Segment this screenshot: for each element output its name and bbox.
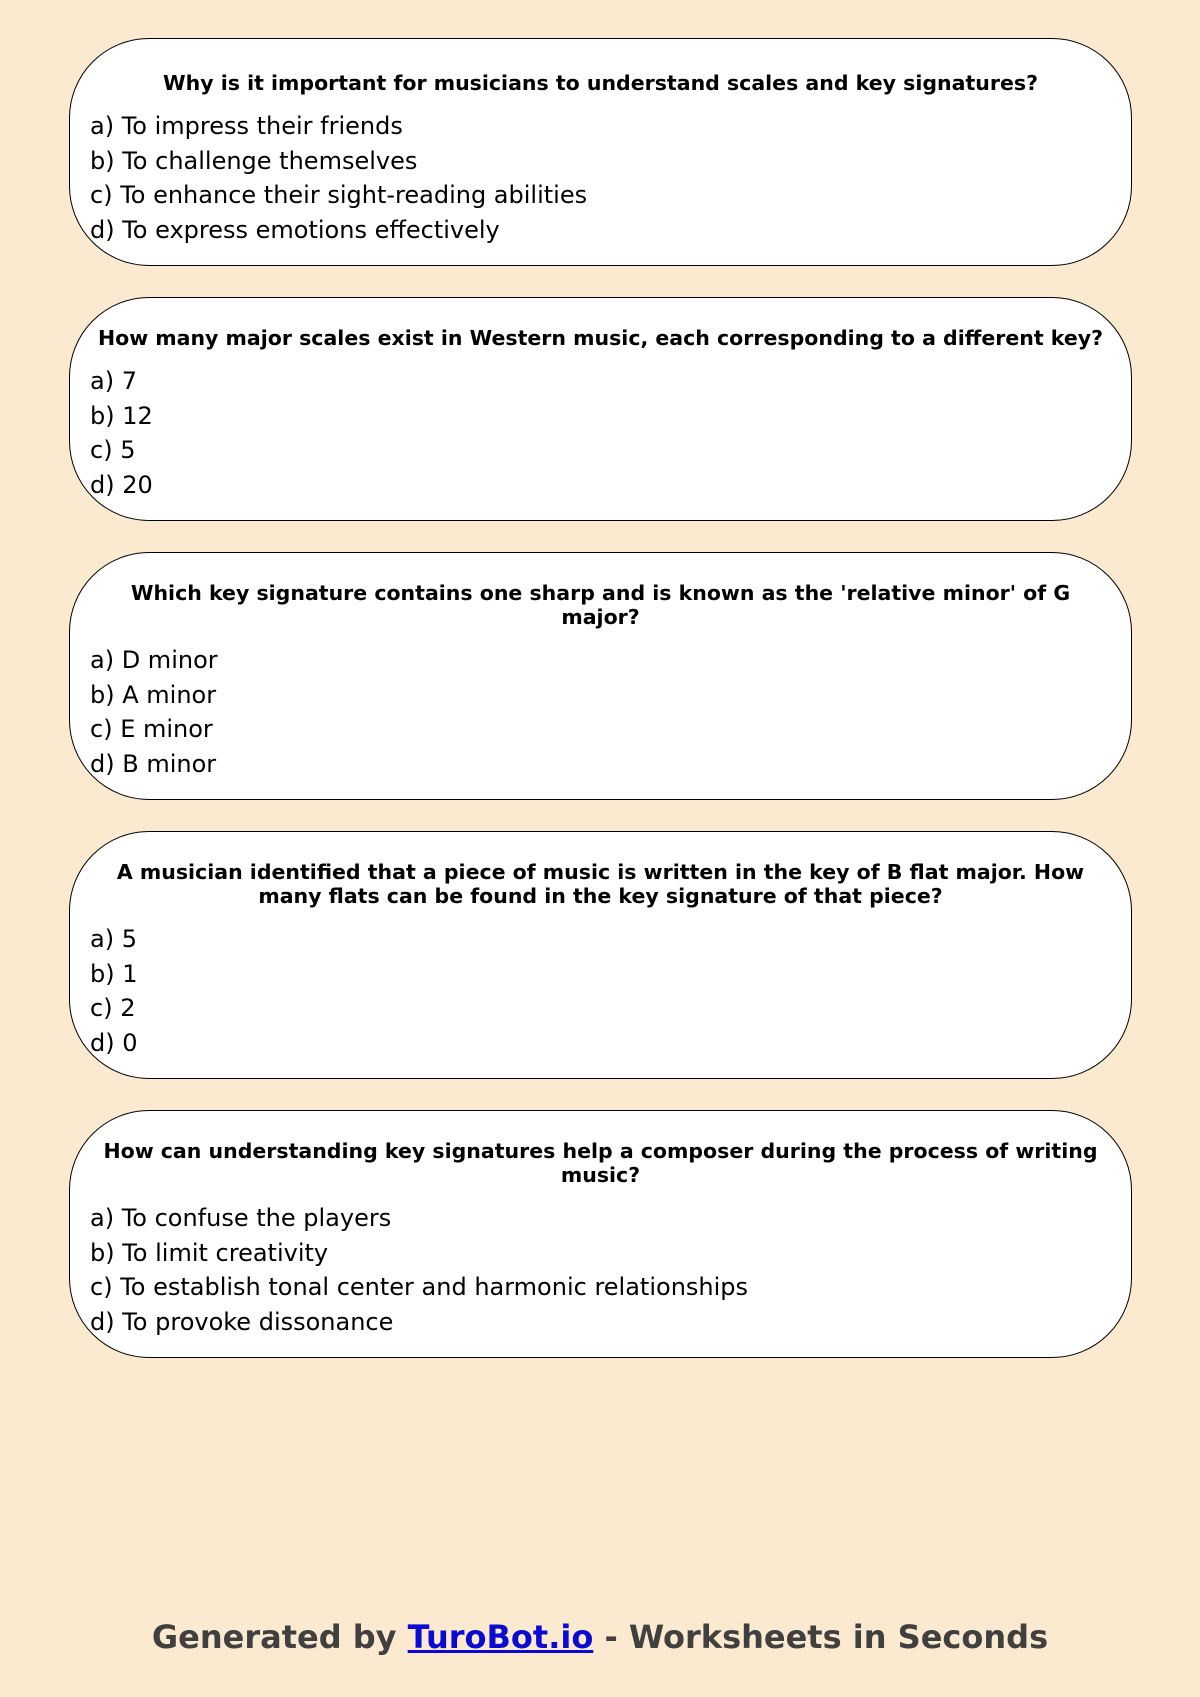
answer-option: c) E minor	[90, 715, 213, 743]
answer-option: c) 5	[90, 436, 136, 464]
answer-option: b) To challenge themselves	[90, 146, 418, 175]
question-card	[69, 831, 1132, 1079]
answer-option: a) To impress their friends	[90, 112, 403, 140]
answer-option: b) 1	[90, 959, 138, 988]
question-text: A musician identified that a piece of music is written in the key of B flat major. How many flats can be found in the key signature of that piece?	[116, 860, 1085, 908]
question-card	[69, 552, 1132, 800]
answer-option: a) 7	[90, 367, 137, 395]
footer-suffix: - Worksheets in Seconds	[593, 1618, 1049, 1656]
turobot-link[interactable]: TuroBot.io	[407, 1618, 594, 1656]
answer-option: c) To enhance their sight-reading abilities	[90, 181, 588, 209]
answer-option: c) To establish tonal center and harmonic relationships	[90, 1273, 749, 1301]
answer-option: a) To confuse the players	[90, 1204, 392, 1232]
question-text: Why is it important for musicians to understand scales and key signatures?	[163, 71, 1038, 95]
question-list	[69, 38, 1132, 1389]
answer-option: b) A minor	[90, 680, 217, 709]
answer-option: d) 0	[90, 1028, 138, 1057]
answer-option: c) 2	[90, 994, 136, 1022]
answer-option: d) To express emotions effectively	[90, 215, 500, 244]
question-text: Which key signature contains one sharp and is known as the 'relative minor' of G major?	[130, 581, 1071, 629]
answer-option: b) 12	[90, 401, 153, 430]
question-card	[69, 297, 1132, 521]
answer-option: b) To limit creativity	[90, 1238, 329, 1267]
answer-option: a) D minor	[90, 646, 218, 674]
answer-options	[90, 364, 1111, 502]
answer-option: a) 5	[90, 925, 137, 953]
question-card	[69, 38, 1132, 266]
answer-options	[90, 922, 1111, 1060]
answer-options	[90, 643, 1111, 781]
question-card	[69, 1110, 1132, 1358]
footer	[0, 1617, 1200, 1657]
answer-option: d) B minor	[90, 749, 217, 778]
answer-options	[90, 109, 1111, 247]
question-text: How many major scales exist in Western music, each corresponding to a different key?	[97, 326, 1104, 350]
question-text: How can understanding key signatures help a composer during the process of writing music?	[103, 1139, 1098, 1187]
answer-options	[90, 1201, 1111, 1339]
answer-option: d) 20	[90, 470, 153, 499]
footer-prefix: Generated by	[151, 1618, 408, 1656]
answer-option: d) To provoke dissonance	[90, 1307, 394, 1336]
